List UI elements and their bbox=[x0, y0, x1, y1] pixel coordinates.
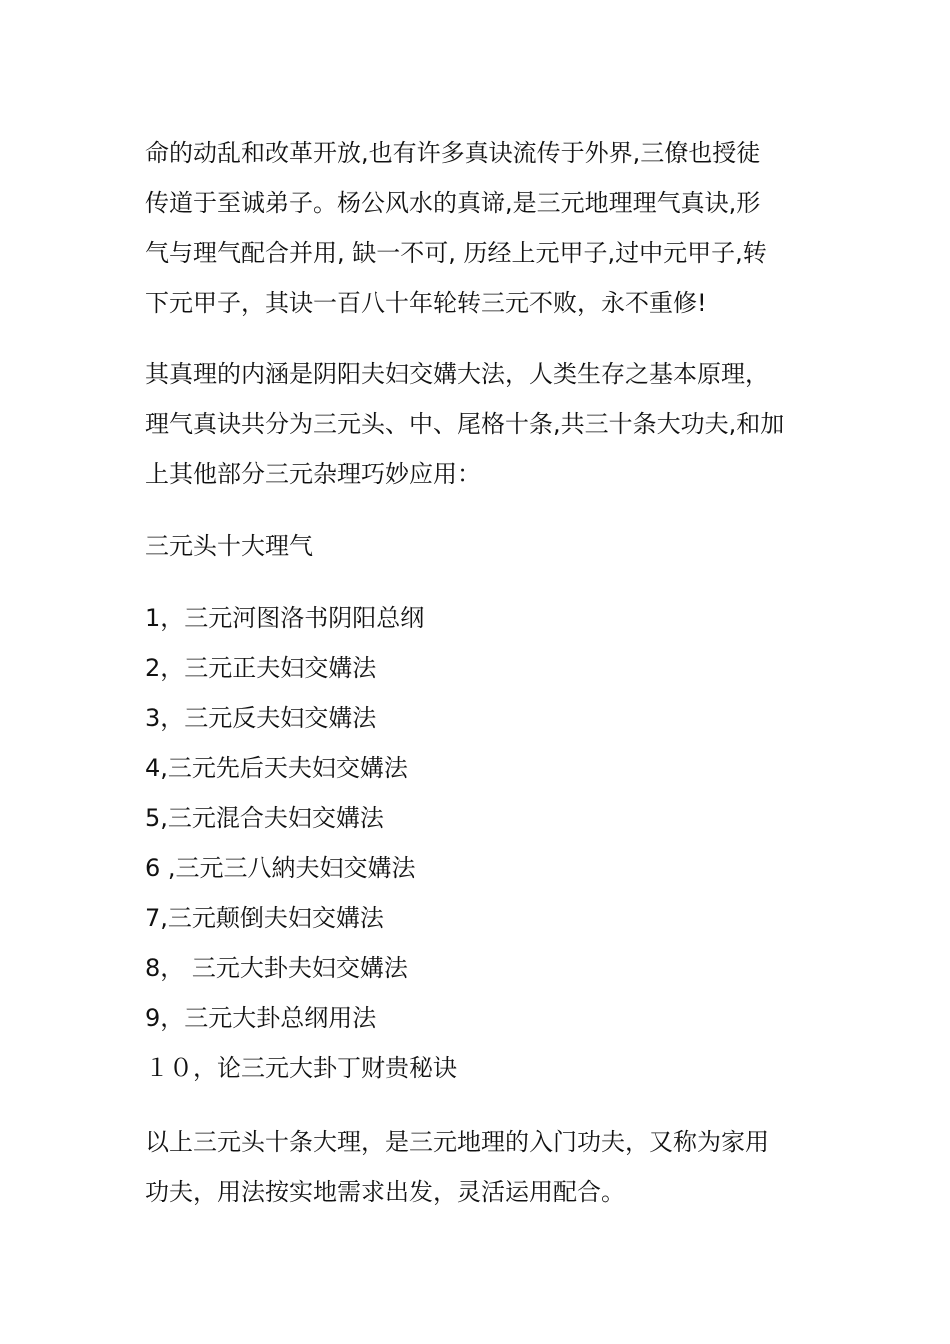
document-body bbox=[145, 128, 815, 1217]
paragraph-2 bbox=[145, 349, 815, 499]
list-item: 3，三元反夫妇交媾法 bbox=[145, 704, 377, 732]
list-item: 2，三元正夫妇交媾法 bbox=[145, 654, 377, 682]
text-line: 以上三元头十条大理，是三元地理的入门功夫，又称为家用 bbox=[145, 1128, 769, 1156]
paragraph-3 bbox=[145, 1117, 815, 1217]
list-item: 9，三元大卦总纲用法 bbox=[145, 1004, 377, 1032]
list-item: 7,三元颠倒夫妇交媾法 bbox=[145, 904, 384, 932]
list-item: １０，论三元大卦丁财贵秘诀 bbox=[145, 1054, 457, 1082]
paragraph-spacer bbox=[145, 328, 815, 349]
paragraph-spacer bbox=[145, 499, 815, 521]
text-line: 下元甲子，其诀一百八十年轮转三元不败，永不重修! bbox=[145, 289, 707, 317]
text-line: 功夫，用法按实地需求出发，灵活运用配合。 bbox=[145, 1178, 625, 1206]
text-line: 气与理气配合并用, 缺一不可, 历经上元甲子,过中元甲子,转 bbox=[145, 239, 767, 267]
text-line: 其真理的内涵是阴阳夫妇交媾大法，人类生存之基本原理， bbox=[145, 360, 769, 388]
section-heading: 三元头十大理气 bbox=[145, 532, 313, 560]
text-line: 命的动乱和改革开放,也有许多真诀流传于外界,三僚也授徒 bbox=[145, 139, 761, 167]
list-item: 1，三元河图洛书阴阳总纲 bbox=[145, 604, 425, 632]
list-item: 8， 三元大卦夫妇交媾法 bbox=[145, 954, 408, 982]
paragraph-spacer bbox=[145, 571, 815, 593]
list-item: 6 ,三元三八納夫妇交媾法 bbox=[145, 854, 416, 882]
paragraph-1 bbox=[145, 128, 815, 328]
list-item: 5,三元混合夫妇交媾法 bbox=[145, 804, 384, 832]
list-item: 4,三元先后天夫妇交媾法 bbox=[145, 754, 408, 782]
paragraph-spacer bbox=[145, 1093, 815, 1117]
text-line: 传道于至诚弟子。杨公风水的真谛,是三元地理理气真诀,形 bbox=[145, 189, 761, 217]
text-line: 上其他部分三元杂理巧妙应用： bbox=[145, 460, 481, 488]
theory-list bbox=[145, 593, 815, 1093]
text-line: 理气真诀共分为三元头、中、尾格十条,共三十条大功夫,和加 bbox=[145, 410, 785, 438]
